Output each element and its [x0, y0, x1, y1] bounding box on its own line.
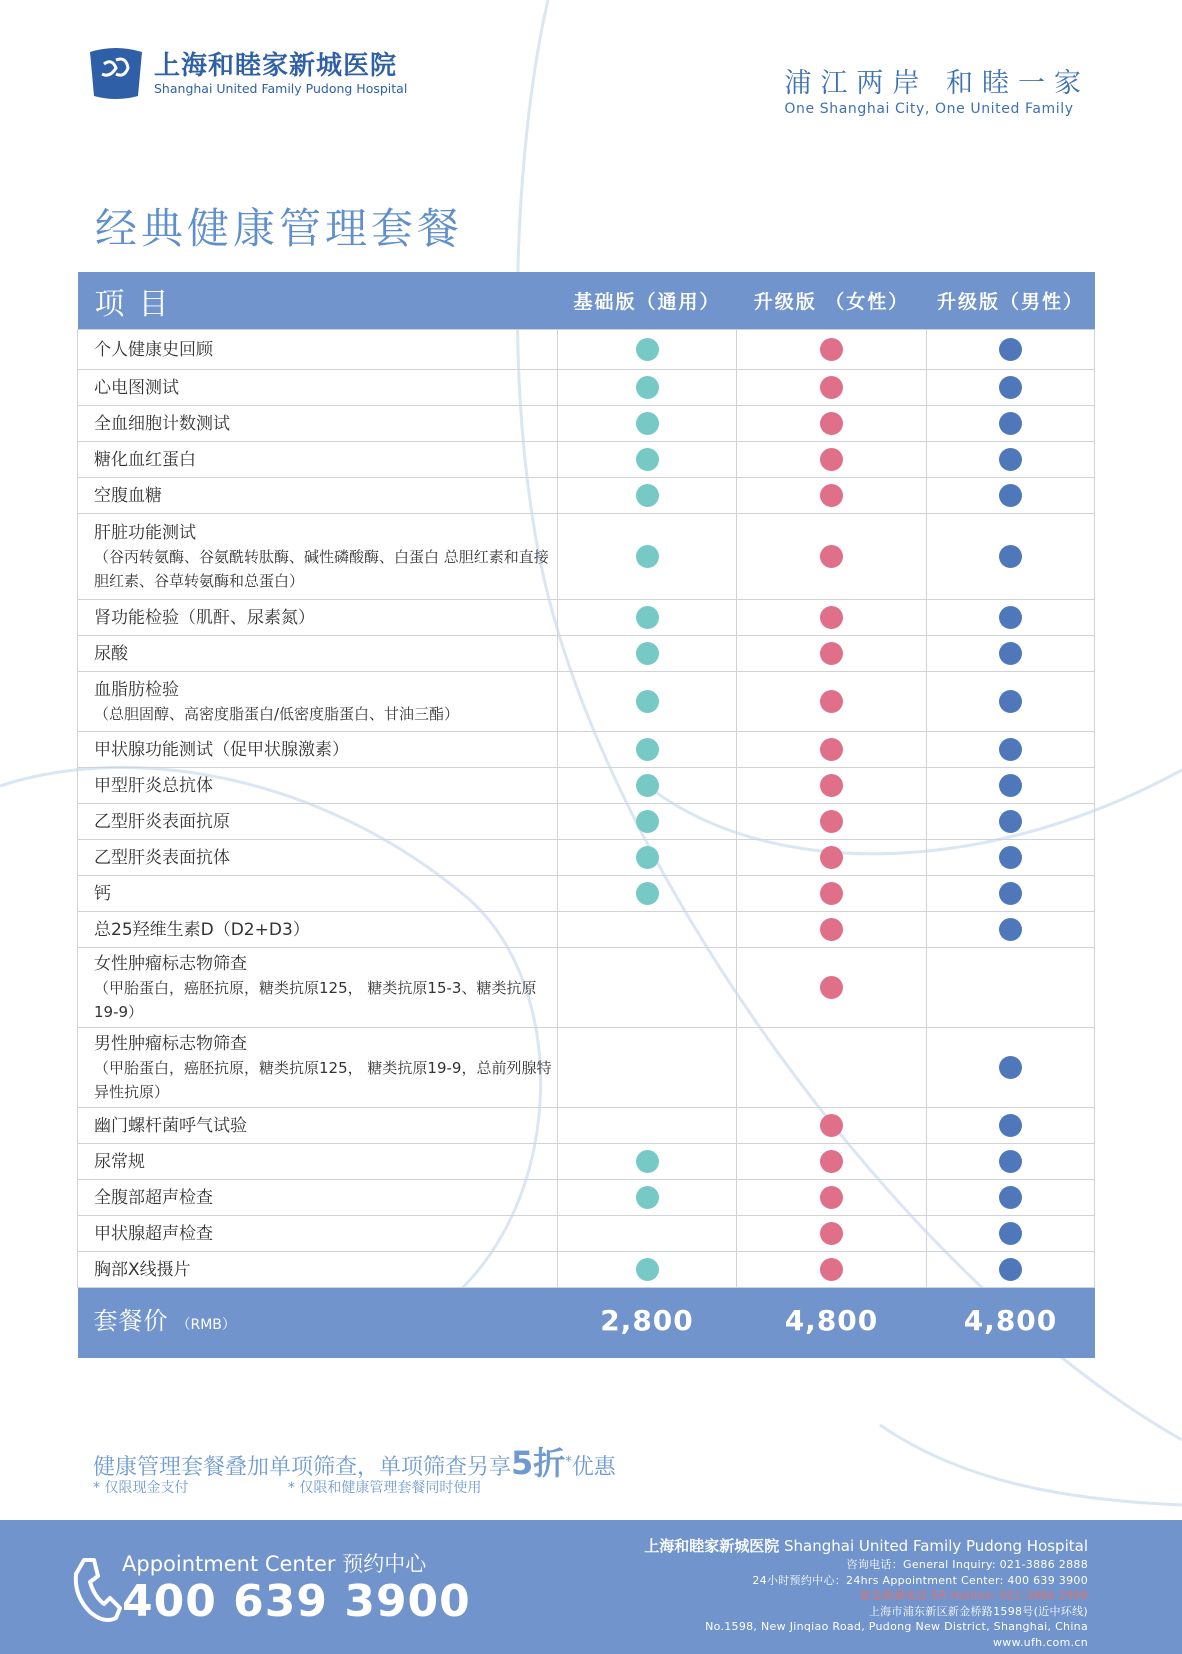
included-dot-icon [820, 690, 843, 713]
inclusion-cell [737, 442, 927, 478]
included-dot-icon [999, 1258, 1022, 1281]
inclusion-cell [737, 840, 927, 876]
inclusion-cell [927, 876, 1095, 912]
inclusion-cell [558, 1252, 737, 1288]
footer-appointment-24h: 24小时预约中心：24hrs Appointment Center: 400 639 3900 [752, 1573, 1088, 1587]
test-item-name: 乙型肝炎表面抗原 [94, 811, 230, 832]
included-dot-icon [636, 1258, 659, 1281]
included-dot-icon [820, 412, 843, 435]
included-dot-icon [999, 606, 1022, 629]
inclusion-cell [737, 1180, 927, 1216]
included-dot-icon [820, 448, 843, 471]
included-dot-icon [820, 1222, 843, 1245]
hospital-name-cn: 上海和睦家新城医院 [154, 51, 398, 81]
inclusion-cell [558, 1108, 737, 1144]
included-dot-icon [999, 338, 1022, 361]
test-item-name: 心电图测试 [94, 377, 179, 398]
test-item-cell [78, 1028, 558, 1108]
table-row [78, 442, 1095, 478]
included-dot-icon [999, 846, 1022, 869]
inclusion-cell [927, 912, 1095, 948]
inclusion-cell [558, 804, 737, 840]
test-item-cell [78, 768, 558, 804]
test-item-name: 女性肿瘤标志物筛查 [94, 953, 247, 974]
table-row [78, 1028, 1095, 1108]
inclusion-cell [737, 672, 927, 732]
test-item-cell [78, 1252, 558, 1288]
inclusion-cell [927, 948, 1095, 1028]
test-item-name: 男性肿瘤标志物筛查 [94, 1033, 247, 1054]
test-item-cell [78, 1216, 558, 1252]
test-item-cell [78, 330, 558, 370]
slogan-en: One Shanghai City, One United Family [784, 101, 1074, 117]
table-row [78, 732, 1095, 768]
price-row [78, 1288, 1095, 1359]
inclusion-cell [558, 672, 737, 732]
inclusion-cell [737, 478, 927, 514]
inclusion-cell [558, 406, 737, 442]
table-row [78, 672, 1095, 732]
inclusion-cell [558, 442, 737, 478]
test-item-cell [78, 732, 558, 768]
table-row [78, 1144, 1095, 1180]
test-item-name: 空腹血糖 [94, 485, 162, 506]
table-row [78, 1252, 1095, 1288]
inclusion-cell [558, 330, 737, 370]
included-dot-icon [820, 376, 843, 399]
test-item-cell [78, 1180, 558, 1216]
inclusion-cell [927, 636, 1095, 672]
included-dot-icon [820, 338, 843, 361]
promo-text-before: 健康管理套餐叠加单项筛查，单项筛查另享 [93, 1455, 512, 1480]
included-dot-icon [999, 1186, 1022, 1209]
test-item-cell [78, 406, 558, 442]
table-row [78, 1216, 1095, 1252]
included-dot-icon [636, 338, 659, 361]
test-item-cell [78, 840, 558, 876]
included-dot-icon [820, 484, 843, 507]
inclusion-cell [737, 876, 927, 912]
table-row [78, 768, 1095, 804]
included-dot-icon [820, 774, 843, 797]
inclusion-cell [737, 732, 927, 768]
inclusion-cell [737, 406, 927, 442]
footer-hospital-name [644, 1536, 1088, 1557]
phone-icon [70, 1556, 122, 1624]
test-item-name: 血脂肪检验 [94, 679, 179, 700]
inclusion-cell [558, 876, 737, 912]
inclusion-cell [927, 1180, 1095, 1216]
test-item-name: 甲状腺功能测试（促甲状腺激素） [94, 739, 349, 760]
inclusion-cell [737, 636, 927, 672]
price-basic-cell [558, 1288, 737, 1359]
included-dot-icon [636, 412, 659, 435]
included-dot-icon [820, 1150, 843, 1173]
test-item-name: 胸部X线摄片 [94, 1259, 191, 1280]
table-row [78, 370, 1095, 406]
inclusion-cell [927, 406, 1095, 442]
inclusion-cell [558, 636, 737, 672]
item-column-header: 项目 [78, 272, 558, 330]
included-dot-icon [999, 810, 1022, 833]
table-row [78, 912, 1095, 948]
inclusion-cell [927, 442, 1095, 478]
inclusion-cell [558, 948, 737, 1028]
test-item-cell [78, 876, 558, 912]
inclusion-cell [927, 1028, 1095, 1108]
promo-notes [93, 1477, 576, 1497]
promo-note-combined: * 仅限和健康管理套餐同时使用 [287, 1480, 482, 1496]
inclusion-cell [927, 478, 1095, 514]
table-header-row [78, 272, 1095, 330]
package-table [77, 272, 1095, 1358]
inclusion-cell [737, 600, 927, 636]
test-item-name: 全腹部超声检查 [94, 1187, 213, 1208]
test-item-name: 个人健康史回顾 [94, 339, 213, 360]
test-item-name: 全血细胞计数测试 [94, 413, 230, 434]
inclusion-cell [737, 912, 927, 948]
included-dot-icon [636, 846, 659, 869]
appointment-label: Appointment Center 预约中心 [122, 1552, 427, 1576]
slogan [784, 68, 1090, 118]
table-row [78, 1180, 1095, 1216]
test-item-name: 糖化血红蛋白 [94, 449, 196, 470]
inclusion-cell [737, 804, 927, 840]
test-item-name: 总25羟维生素D（D2+D3） [94, 919, 310, 940]
included-dot-icon [636, 738, 659, 761]
footer [0, 1520, 1182, 1654]
column-header-female: 升级版 （女性） [737, 272, 927, 330]
column-header-basic: 基础版（通用） [558, 272, 737, 330]
included-dot-icon [820, 738, 843, 761]
test-item-cell [78, 672, 558, 732]
test-item-cell [78, 370, 558, 406]
inclusion-cell [558, 370, 737, 406]
test-item-detail: （甲胎蛋白，癌胚抗原，糖类抗原125， 糖类抗原19-9，总前列腺特异性抗原） [94, 1058, 552, 1101]
test-item-detail: （谷丙转氨酶、谷氨酰转肽酶、碱性磷酸酶、白蛋白 总胆红素和直接胆红素、谷草转氨酶和总蛋白） [94, 547, 549, 590]
inclusion-cell [737, 330, 927, 370]
table-body [78, 330, 1095, 1288]
inclusion-cell [927, 1108, 1095, 1144]
included-dot-icon [820, 1186, 843, 1209]
hospital-logo [86, 46, 407, 102]
test-item-cell [78, 912, 558, 948]
inclusion-cell [737, 1144, 927, 1180]
included-dot-icon [999, 774, 1022, 797]
inclusion-cell [927, 370, 1095, 406]
test-item-cell [78, 948, 558, 1028]
price-unit: （RMB） [176, 1317, 236, 1333]
table-row [78, 1108, 1095, 1144]
test-item-cell [78, 1144, 558, 1180]
included-dot-icon [820, 606, 843, 629]
included-dot-icon [636, 376, 659, 399]
test-item-name: 肾功能检验（肌酐、尿素氮） [94, 607, 315, 628]
test-item-detail: （总胆固醇、高密度脂蛋白/低密度脂蛋白、甘油三酯） [94, 704, 460, 723]
inclusion-cell [558, 1144, 737, 1180]
included-dot-icon [999, 1150, 1022, 1173]
included-dot-icon [636, 810, 659, 833]
page-title: 经典健康管理套餐 [95, 204, 464, 253]
appointment-number[interactable]: 400 639 3900 [122, 1576, 471, 1627]
inclusion-cell [927, 840, 1095, 876]
test-item-name: 幽门螺杆菌呼气试验 [94, 1115, 247, 1136]
included-dot-icon [820, 545, 843, 568]
included-dot-icon [999, 882, 1022, 905]
price-female-cell [737, 1288, 927, 1359]
hospital-name-en: Shanghai United Family Pudong Hospital [154, 81, 408, 96]
table-row [78, 406, 1095, 442]
included-dot-icon [999, 545, 1022, 568]
promo-note-cash: * 仅限现金支付 [93, 1480, 189, 1496]
included-dot-icon [999, 1114, 1022, 1137]
inclusion-cell [927, 330, 1095, 370]
included-dot-icon [820, 1114, 843, 1137]
inclusion-cell [558, 732, 737, 768]
included-dot-icon [999, 690, 1022, 713]
table-row [78, 804, 1095, 840]
inclusion-cell [737, 514, 927, 600]
test-item-cell [78, 1108, 558, 1144]
included-dot-icon [820, 918, 843, 941]
price-female: 4,800 [784, 1304, 879, 1337]
included-dot-icon [820, 976, 843, 999]
inclusion-cell [927, 1216, 1095, 1252]
test-item-cell [78, 514, 558, 600]
inclusion-cell [737, 1028, 927, 1108]
footer-address-cn: 上海市浦东新区新金桥路1598号(近中环线) [868, 1604, 1088, 1618]
table-row [78, 636, 1095, 672]
included-dot-icon [999, 738, 1022, 761]
table-row [78, 514, 1095, 600]
included-dot-icon [999, 412, 1022, 435]
inclusion-cell [558, 478, 737, 514]
table-row [78, 330, 1095, 370]
inclusion-cell [927, 600, 1095, 636]
included-dot-icon [999, 642, 1022, 665]
test-item-detail: （甲胎蛋白，癌胚抗原，糖类抗原125， 糖类抗原15-3、糖类抗原19-9） [94, 978, 537, 1021]
included-dot-icon [999, 376, 1022, 399]
inclusion-cell [558, 1028, 737, 1108]
promo-text-after: 优惠 [571, 1455, 616, 1480]
inclusion-cell [737, 768, 927, 804]
promo-highlight: 5折 [511, 1444, 566, 1482]
promo-asterisk: * [565, 1454, 572, 1470]
included-dot-icon [820, 642, 843, 665]
included-dot-icon [636, 690, 659, 713]
inclusion-cell [737, 1108, 927, 1144]
inclusion-cell [737, 370, 927, 406]
included-dot-icon [636, 606, 659, 629]
price-male: 4,800 [963, 1304, 1058, 1337]
inclusion-cell [558, 1180, 737, 1216]
inclusion-cell [558, 768, 737, 804]
test-item-cell [78, 804, 558, 840]
inclusion-cell [927, 1252, 1095, 1288]
ufh-logo-icon [86, 46, 146, 102]
table-row [78, 876, 1095, 912]
included-dot-icon [636, 642, 659, 665]
table-row [78, 600, 1095, 636]
slogan-cn: 浦江两岸 和睦一家 [784, 68, 1090, 99]
test-item-cell [78, 636, 558, 672]
included-dot-icon [820, 882, 843, 905]
inclusion-cell [737, 1216, 927, 1252]
footer-website[interactable]: www.ufh.com.cn [993, 1635, 1088, 1649]
table-row [78, 948, 1095, 1028]
inclusion-cell [737, 948, 927, 1028]
inclusion-cell [558, 912, 737, 948]
test-item-name: 尿酸 [94, 643, 128, 664]
included-dot-icon [636, 1150, 659, 1173]
footer-hospital-cn: 上海和睦家新城医院 [644, 1537, 780, 1555]
inclusion-cell [558, 514, 737, 600]
table-row [78, 478, 1095, 514]
test-item-name: 乙型肝炎表面抗体 [94, 847, 230, 868]
inclusion-cell [927, 804, 1095, 840]
included-dot-icon [999, 1056, 1022, 1079]
included-dot-icon [999, 918, 1022, 941]
column-header-male: 升级版（男性） [927, 272, 1095, 330]
inclusion-cell [558, 600, 737, 636]
included-dot-icon [636, 882, 659, 905]
price-label-cell [78, 1288, 558, 1359]
test-item-name: 尿常规 [94, 1151, 145, 1172]
included-dot-icon [820, 846, 843, 869]
inclusion-cell [927, 768, 1095, 804]
footer-address-en: No.1598, New Jinqiao Road, Pudong New District, Shanghai, China [705, 1620, 1088, 1633]
inclusion-cell [558, 840, 737, 876]
footer-inquiry: 咨询电话：General Inquiry: 021-3886 2888 [846, 1558, 1088, 1571]
inclusion-cell [558, 1216, 737, 1252]
included-dot-icon [636, 1186, 659, 1209]
included-dot-icon [820, 810, 843, 833]
test-item-cell [78, 600, 558, 636]
footer-hospital-en: Shanghai United Family Pudong Hospital [784, 1537, 1088, 1555]
included-dot-icon [636, 545, 659, 568]
price-male-cell [927, 1288, 1095, 1359]
test-item-name: 甲型肝炎总抗体 [94, 775, 213, 796]
included-dot-icon [999, 1222, 1022, 1245]
test-item-name: 甲状腺超声检查 [94, 1223, 213, 1244]
included-dot-icon [636, 484, 659, 507]
inclusion-cell [927, 672, 1095, 732]
inclusion-cell [927, 514, 1095, 600]
price-basic: 2,800 [600, 1304, 694, 1337]
included-dot-icon [636, 448, 659, 471]
price-label: 套餐价 [93, 1307, 169, 1335]
included-dot-icon [999, 448, 1022, 471]
footer-emergency: 紧急救援电话 ER Hotline: 021-3886 2999 [859, 1589, 1088, 1602]
test-item-name: 钙 [94, 883, 111, 904]
table-row [78, 840, 1095, 876]
included-dot-icon [999, 484, 1022, 507]
test-item-cell [78, 478, 558, 514]
included-dot-icon [820, 1258, 843, 1281]
inclusion-cell [737, 1252, 927, 1288]
inclusion-cell [927, 732, 1095, 768]
included-dot-icon [636, 774, 659, 797]
inclusion-cell [927, 1144, 1095, 1180]
test-item-cell [78, 442, 558, 478]
test-item-name: 肝脏功能测试 [94, 522, 196, 543]
footer-contact [644, 1536, 1088, 1650]
